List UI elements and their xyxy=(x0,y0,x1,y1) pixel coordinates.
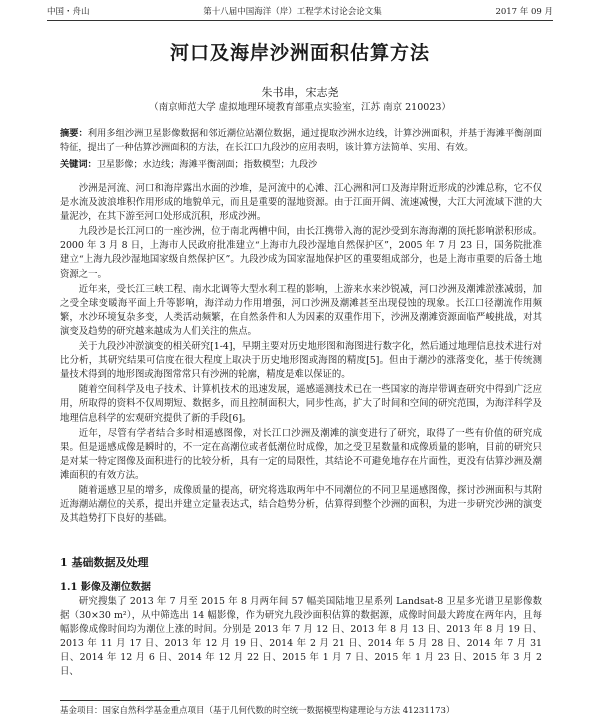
running-header xyxy=(47,4,553,18)
intro-paragraph: 九段沙是长江河口的一座沙洲，位于南北两槽中间，由长江携带入海的泥沙受到东海海潮的顶托影响淤积形成。2000 年 3 月 8 日，上海市人民政府批准建立“上海市九段沙湿地自然保护区”，2005 年 7 月 23 日，国务院批准建立“上海九段沙湿地国家级自然保护区”。九段沙成为国家湿地保护区的重要组成部分，也是上海市重要的后备土地资源之一。 xyxy=(60,226,542,280)
header-left: 中国・舟山 xyxy=(47,7,90,17)
header-center: 第十八届中国海洋（岸）工程学术讨论会论文集 xyxy=(203,7,382,17)
keywords xyxy=(60,156,542,170)
section-body xyxy=(60,595,542,680)
keywords-text: 卫星影像；水边线；海滩平衡剖面；指数模型；九段沙 xyxy=(96,159,318,170)
abstract-label: 摘要： xyxy=(60,128,88,139)
header-right: 2017 年 09 月 xyxy=(495,7,553,17)
intro-paragraph: 沙洲是河流、河口和海岸露出水面的沙堆，是河流中的心滩、江心洲和河口及海岸附近形成的沙滩总称，它不仅是水流及波浪堆积作用形成的地貌单元，而且是重要的湿地资源。由于江面开阔、流速减慢，大江大河流域下泄的大量泥沙，在其下游至河口处形成沉积，形成沙洲。 xyxy=(60,183,542,223)
intro-paragraph: 随着遥感卫星的增多，成像质量的提高，研究将选取两年中不同潮位的不同卫星遥感图像，探讨沙洲面积与其附近海潮站潮位的关系，提出并建立定量表达式，结合趋势分析，估算得到整个沙洲的面积，为进一步研究沙洲的演变及其趋势打下良好的基础。 xyxy=(60,484,542,525)
paper-authors: 朱书串，宋志尧 xyxy=(261,86,339,99)
header-rule xyxy=(47,20,553,21)
subsection-heading: 1.1 影像及潮位数据 xyxy=(60,582,151,593)
keywords-label: 关键词： xyxy=(60,159,97,170)
introduction xyxy=(60,182,542,527)
section-heading: 1 基础数据及处理 xyxy=(60,556,149,569)
section-paragraph: 研究搜集了 2013 年 7 月至 2015 年 8 月两年间 57 幅美国陆地卫星系列 Landsat-8 卫星多光谱卫星影像数据（30×30 m²），从中筛选出 14 幅影像，作为研究九段沙面积估算的数据源，成像时间最大跨度在两年内，且每幅影像成像时间均为潮位上涨的时间。分别是 2013 年 7 月 12 日、2013 年 8 月 13 日、2013 年 8 月 19 日、2013 年 11 月 17 日、2013 年 12 月 19 日、2014 年 2 月 21 日、2014 年 5 月 28 日、2014 年 7 月 31 日、2014 年 12 月 6 日、2014 年 12 月 22 日、2015 年 1 月 7 日、2015 年 1 月 23 日、2015 年 3 月 2 日、 xyxy=(60,596,542,678)
abstract-text: 利用多组沙洲卫星影像数据和邻近潮位站潮位数据，通过提取沙洲水边线，计算沙洲面积，并基于海滩平衡剖面特征，提出了一种估算沙洲面积的方法，在长江口九段沙的应用表明，该计算方法简单、实用、有效。 xyxy=(60,128,542,153)
abstract xyxy=(60,127,542,154)
intro-paragraph: 随着空间科学及电子技术、计算机技术的迅速发展，遥感遥测技术已在一些国家的海岸带调查研究中得到广泛应用，所取得的资料不仅周期短、数据多，而且控制面积大，同步性高，扩大了时间和空间的研究范围，为海洋科学及地理信息科学的宏观研究提供了新的手段[6]。 xyxy=(60,384,542,424)
paper-title: 河口及海岸沙洲面积估算方法 xyxy=(169,42,430,64)
intro-paragraph: 近年来，受长江三峡工程、南水北调等大型水利工程的影响，上游来水来沙锐减，河口沙洲及潮滩淤涨减弱，加之受全球变暖海平面上升等影响，海洋动力作用增强，河口沙洲及潮滩甚至出现侵蚀的现象。长江口径潮流作用频繁，水沙环境复杂多变，人类活动频繁，在自然条件和人为因素的双重作用下，沙洲及潮滩资源面临严峻挑战，对其演变及趋势的研究越来越成为人们关注的焦点。 xyxy=(60,283,542,337)
paper-affiliation: （南京师范大学 虚拟地理环境教育部重点实验室，江苏 南京 210023） xyxy=(149,102,451,113)
footnote-rule xyxy=(60,700,180,701)
intro-paragraph: 近年，尽管有学者结合多时相遥感图像，对长江口沙洲及潮滩的演变进行了研究，取得了一些有价值的研究成果。但是遥感成像是瞬时的，不一定在高潮位或者低潮位时成像，加之受卫星数量和成像质量的影响，目前的研究只是对某一特定图像及面积进行的比较分析，具有一定的局限性，其结论不可避免地存在片面性，更没有估算沙洲及潮滩面积的有效方法。 xyxy=(60,427,542,481)
footnote: 基金项目：国家自然科学基金重点项目（基于几何代数的时空统一数据模型构建理论与方法 41231173） xyxy=(60,706,455,716)
intro-paragraph: 关于九段沙冲淤演变的相关研究[1-4]，早期主要对历史地形图和海图进行数字化，然后通过地理信息技术进行对比分析，其研究结果可信度在很大程度上取决于历史地形图或海图的精度[5]。但由于潮沙的涨落变化，基于传统测量技术得到的地形图或海图常常只有沙洲的轮廓，精度是难以保证的。 xyxy=(60,341,542,381)
